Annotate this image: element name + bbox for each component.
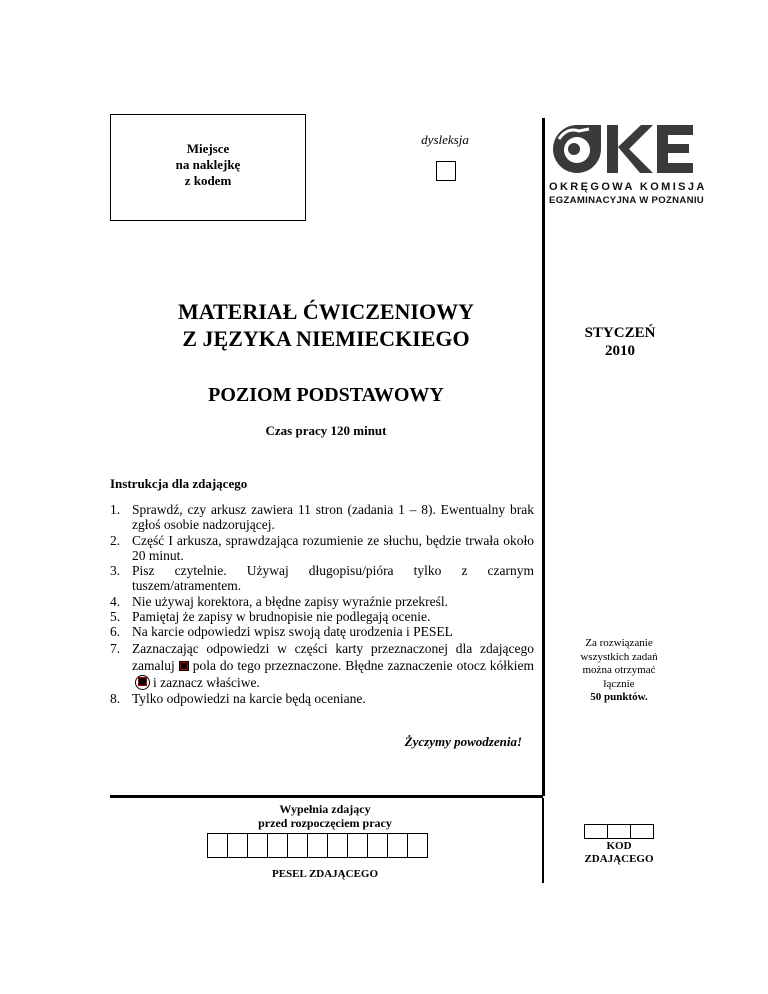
oke-logo-o-icon (553, 125, 601, 173)
pesel-digit-box[interactable] (227, 833, 248, 858)
logo-text-line2: EGZAMINACYJNA W POZNANIU (549, 195, 705, 206)
kod-label: KOD ZDAJĄCEGO (584, 840, 654, 865)
pesel-digit-box[interactable] (247, 833, 268, 858)
exam-date: STYCZEŃ 2010 (584, 325, 656, 359)
list-item: 2. Część I arkusza, sprawdzająca rozumienie ze słuchu, będzie trwała około 20 minut. (110, 532, 534, 563)
document-title: MATERIAŁ ĆWICZENIOWY Z JĘZYKA NIEMIECKIEGO (177, 299, 474, 351)
dyslexia-label: dysleksja (421, 132, 469, 147)
pesel-label: PESEL ZDAJĄCEGO (271, 868, 379, 880)
dyslexia-checkbox[interactable] (436, 161, 456, 181)
oke-logo-e-icon (657, 125, 693, 173)
kod-input-grid[interactable] (584, 824, 653, 839)
kod-digit-box[interactable] (630, 824, 654, 839)
pesel-digit-box[interactable] (407, 833, 428, 858)
list-item: 4. Nie używaj korektora, a błędne zapisy wyraźnie przekreśl. (110, 593, 448, 609)
pesel-digit-box[interactable] (347, 833, 368, 858)
pesel-digit-box[interactable] (327, 833, 348, 858)
kod-digit-box[interactable] (607, 824, 631, 839)
horizontal-divider (110, 795, 543, 798)
logo-text-line1: OKRĘGOWA KOMISJA (549, 181, 707, 193)
greeting-text: Życzymy powodzenia! (404, 734, 522, 749)
pesel-input-grid[interactable] (207, 833, 427, 858)
pesel-digit-box[interactable] (387, 833, 408, 858)
filled-square-icon (179, 661, 189, 671)
list-item: 1. Sprawdź, czy arkusz zawiera 11 stron (zadania 1 – 8). Ewentualny brak zgłoś osobie nadzorującej. (110, 502, 534, 533)
pesel-digit-box[interactable] (307, 833, 328, 858)
list-item: 8. Tylko odpowiedzi na karcie będą oceniane. (110, 690, 366, 706)
list-item: 7. Zaznaczając odpowiedzi w części karty przeznaczonej dla zdającego zamaluj pola do tego przeznaczone. Błędne zaznaczenie otocz kółkiemi zaznacz właściwe. (110, 640, 534, 690)
list-item: 5. Pamiętaj że zapisy w brudnopisie nie podlegają ocenie. (110, 609, 431, 625)
pesel-digit-box[interactable] (367, 833, 388, 858)
instructions-list (110, 502, 534, 706)
list-item: 6. Na karcie odpowiedzi wpisz swoją datę urodzenia i PESEL (110, 624, 453, 640)
oke-logo-k-icon (607, 125, 653, 173)
kod-digit-box[interactable] (584, 824, 608, 839)
vertical-divider-lower (542, 798, 544, 883)
oke-logo (549, 119, 699, 177)
sticker-label: Miejsce na naklejkę z kodem (175, 141, 241, 188)
list-item: 3. Pisz czytelnie. Używaj długopisu/pióra tylko z czarnym tuszem/atramentem. (110, 563, 534, 594)
pesel-digit-box[interactable] (267, 833, 288, 858)
instructions-heading: Instrukcja dla zdającego (110, 476, 248, 491)
circled-square-icon (135, 675, 150, 690)
pesel-digit-box[interactable] (287, 833, 308, 858)
exam-duration: Czas pracy 120 minut (265, 423, 387, 438)
fill-in-label: Wypełnia zdający przed rozpoczęciem pracy (258, 802, 392, 830)
sticker-placeholder-box (110, 114, 306, 221)
exam-level: POZIOM PODSTAWOWY (208, 384, 444, 406)
pesel-digit-box[interactable] (207, 833, 228, 858)
points-info: Za rozwiązanie wszystkich zadań można otrzymać łącznie 50 punktów. (580, 637, 658, 703)
